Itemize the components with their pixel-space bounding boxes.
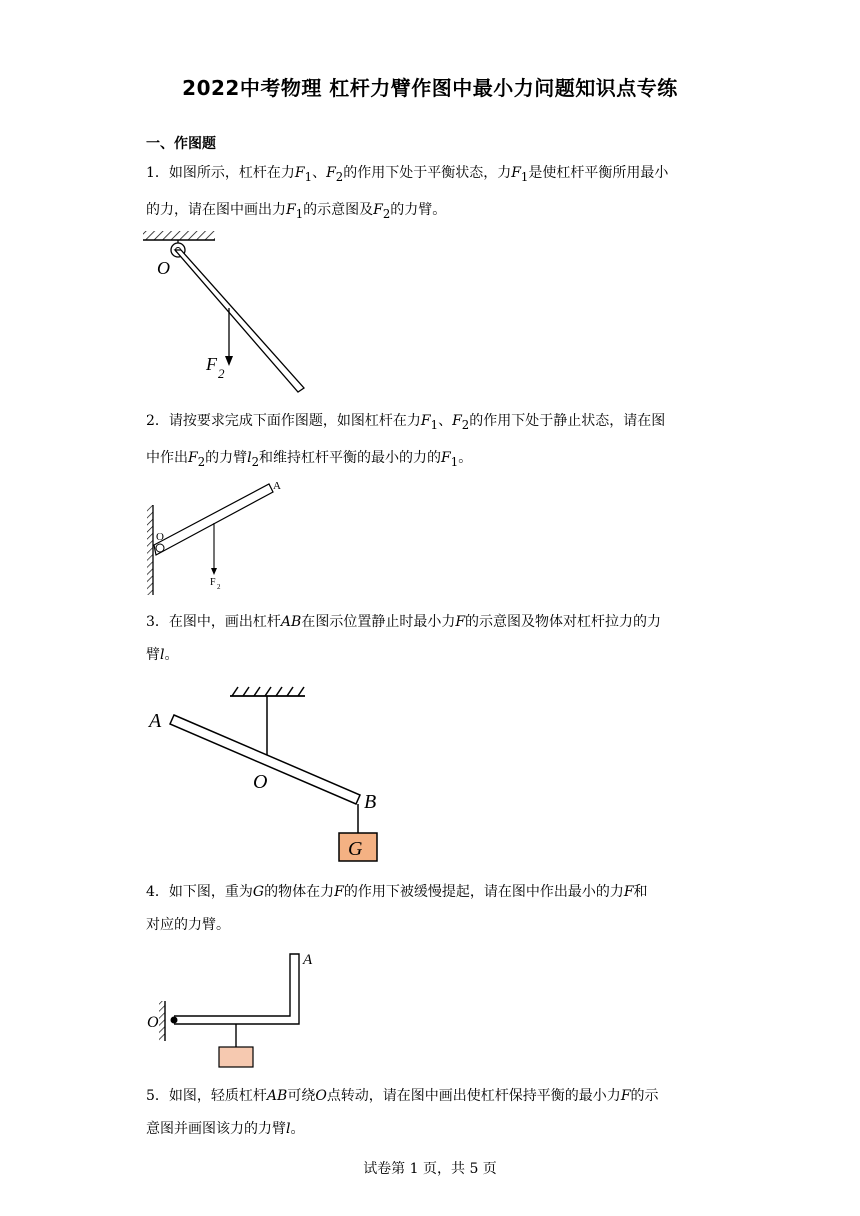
var: O	[315, 1088, 327, 1104]
var: F	[188, 449, 198, 466]
var: F	[441, 449, 451, 466]
right-label: B	[364, 791, 377, 813]
pivot-label: O	[156, 531, 164, 543]
sub: 2	[461, 417, 470, 432]
question-3	[146, 606, 718, 672]
force-sub-label: 2	[217, 583, 221, 591]
wall-hatch	[147, 505, 153, 595]
question-2	[146, 405, 718, 479]
text: 的作用下被缓慢提起，请在图中作出最小的力	[343, 884, 624, 900]
text: 。	[164, 647, 179, 663]
lever-rod	[175, 250, 304, 392]
force-label: F	[210, 577, 216, 588]
text: 意图并画图该力的力臂	[146, 1121, 286, 1137]
var: l	[286, 1121, 291, 1137]
var: F	[620, 1088, 631, 1104]
question-1	[146, 157, 718, 231]
figure-2-lever	[140, 475, 300, 600]
ceiling-hatch	[143, 231, 215, 240]
var: F	[373, 201, 383, 218]
question-5	[146, 1080, 718, 1146]
arrowhead-icon	[225, 356, 233, 366]
text: 的力，请在图中画出力	[146, 201, 286, 218]
var: F	[334, 884, 344, 900]
var: l	[160, 647, 165, 663]
arrowhead-icon	[211, 568, 217, 575]
sub: 1	[304, 169, 313, 184]
var: F	[511, 165, 521, 181]
text: 对应的力臂。	[146, 917, 230, 933]
text: 。	[458, 449, 473, 466]
question-number: 2．	[146, 413, 169, 429]
text: 是使杠杆平衡所用最小	[528, 165, 669, 181]
wall-hatch	[159, 1001, 165, 1041]
sub: 1	[520, 169, 529, 184]
question-4	[146, 876, 718, 942]
pivot-label: O	[157, 258, 170, 278]
var: F	[286, 201, 296, 218]
text: 可绕	[287, 1088, 316, 1104]
text: 和维持杠杆平衡的最小的力的	[259, 449, 442, 466]
text: 的力臂。	[390, 201, 447, 218]
weight-block	[219, 1047, 253, 1067]
question-number: 4．	[146, 884, 169, 900]
text: 中作出	[146, 449, 188, 466]
sub: 2	[335, 169, 344, 184]
text: 如下图，重为	[168, 884, 253, 900]
text: 的示	[630, 1088, 659, 1104]
end-label: A	[273, 480, 281, 492]
section-heading: 一、作图题	[146, 136, 216, 152]
page-footer: 试卷第 1 页，共 5 页	[363, 1161, 497, 1177]
figure-4-lever	[140, 945, 330, 1073]
var: AB	[280, 614, 302, 630]
var: AB	[266, 1088, 288, 1104]
text: 的作用下处于静止状态，请在图	[469, 413, 666, 429]
force-sub-label: 2	[218, 366, 225, 381]
ceiling-hatch	[232, 687, 304, 696]
text: 、	[312, 165, 327, 181]
text: 、	[438, 413, 453, 429]
text: 点转动，请在图中画出使杠杆保持平衡的最小力	[326, 1088, 621, 1104]
sub: 2	[251, 454, 260, 469]
var: l	[247, 449, 252, 466]
end-label: A	[303, 952, 313, 968]
sub: 2	[197, 454, 206, 469]
text: 和	[633, 884, 648, 900]
force-label: F	[206, 354, 217, 374]
page-title: 2022中考物理 杠杆力臂作图中最小力问题知识点专练	[182, 76, 678, 100]
text: 的作用下处于平衡状态，力	[343, 165, 512, 181]
sub: 1	[295, 206, 304, 221]
l-shaped-lever	[174, 954, 299, 1024]
sub: 2	[382, 206, 391, 221]
var: F	[452, 413, 462, 429]
var: F	[326, 165, 336, 181]
question-number: 5．	[146, 1088, 169, 1104]
text: 如图所示，杠杆在力	[168, 165, 295, 181]
text: 臂	[146, 647, 160, 663]
text: 。	[290, 1121, 305, 1137]
left-label: A	[149, 710, 162, 732]
text: 的力臂	[205, 449, 248, 466]
figure-3-lever	[140, 680, 400, 870]
question-number: 3．	[146, 614, 169, 630]
sub: 1	[430, 417, 439, 432]
var: F	[294, 165, 305, 181]
pivot-icon	[171, 1017, 178, 1024]
text: 的示意图及物体对杠杆拉力的力	[465, 614, 662, 630]
var: F	[623, 884, 634, 900]
pivot-icon	[156, 544, 164, 552]
text: 的示意图及	[303, 201, 374, 218]
var: G	[252, 884, 265, 900]
block-label: G	[348, 838, 363, 860]
var: F	[455, 614, 466, 630]
pivot-label: O	[253, 771, 268, 793]
text: 在图中，画出杠杆	[168, 614, 281, 630]
figure-1-lever	[140, 228, 320, 398]
pivot-label: O	[147, 1014, 159, 1031]
question-number: 1．	[146, 165, 169, 181]
var: F	[420, 413, 431, 429]
text: 如图，轻质杠杆	[168, 1088, 267, 1104]
text: 在图示位置静止时最小力	[301, 614, 456, 630]
text: 的物体在力	[264, 884, 335, 900]
text: 请按要求完成下面作图题，如图杠杆在力	[168, 413, 421, 429]
sub: 1	[450, 454, 459, 469]
